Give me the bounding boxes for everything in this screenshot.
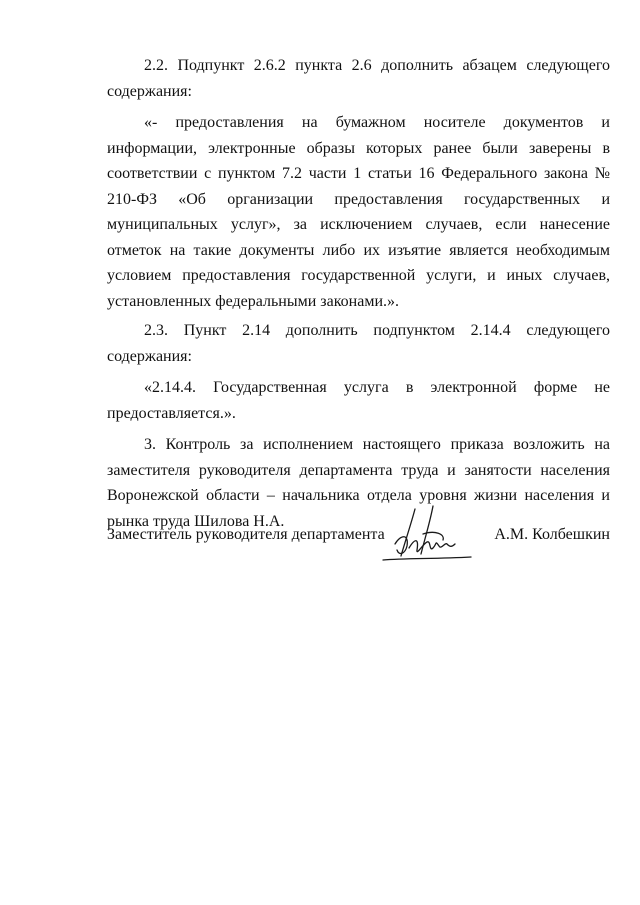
signature-block <box>107 520 610 580</box>
paragraph-2-3: 2.3. Пункт 2.14 дополнить подпунктом 2.14.4 следующего содержания: <box>107 322 610 365</box>
signer-position: Заместитель руководителя департамента <box>107 526 385 543</box>
signer-name: А.М. Колбешкин <box>494 526 610 543</box>
handwritten-signature <box>375 504 495 574</box>
paragraph-2-3-quote: «2.14.4. Государственная услуга в электронной форме не предоставляется.». <box>107 379 610 422</box>
paragraph-2-2: 2.2. Подпункт 2.6.2 пункта 2.6 дополнить абзацем следующего содержания: <box>107 57 610 100</box>
document-body <box>107 53 610 534</box>
paragraph-2-2-quote: «- предоставления на бумажном носителе документов и информации, электронные образы которых ранее были заверены в соответствии с пунктом 7.2 части 1 статьи 16 Федерального закона № 210-ФЗ «Об организации предоставления государственных и муниципальных услуг», за исключением случаев, если нанесение отметок на такие документы либо их изъятие является необходимым условием предоставления государственной услуги, и иных случаев, установленных федеральными законами.». <box>107 114 610 310</box>
paragraph-3: 3. Контроль за исполнением настоящего приказа возложить на заместителя руководителя департамента труда и занятости населения Воронежской области – начальника отдела уровня жизни населения и рынка труда Шилова Н.А. <box>107 436 610 530</box>
